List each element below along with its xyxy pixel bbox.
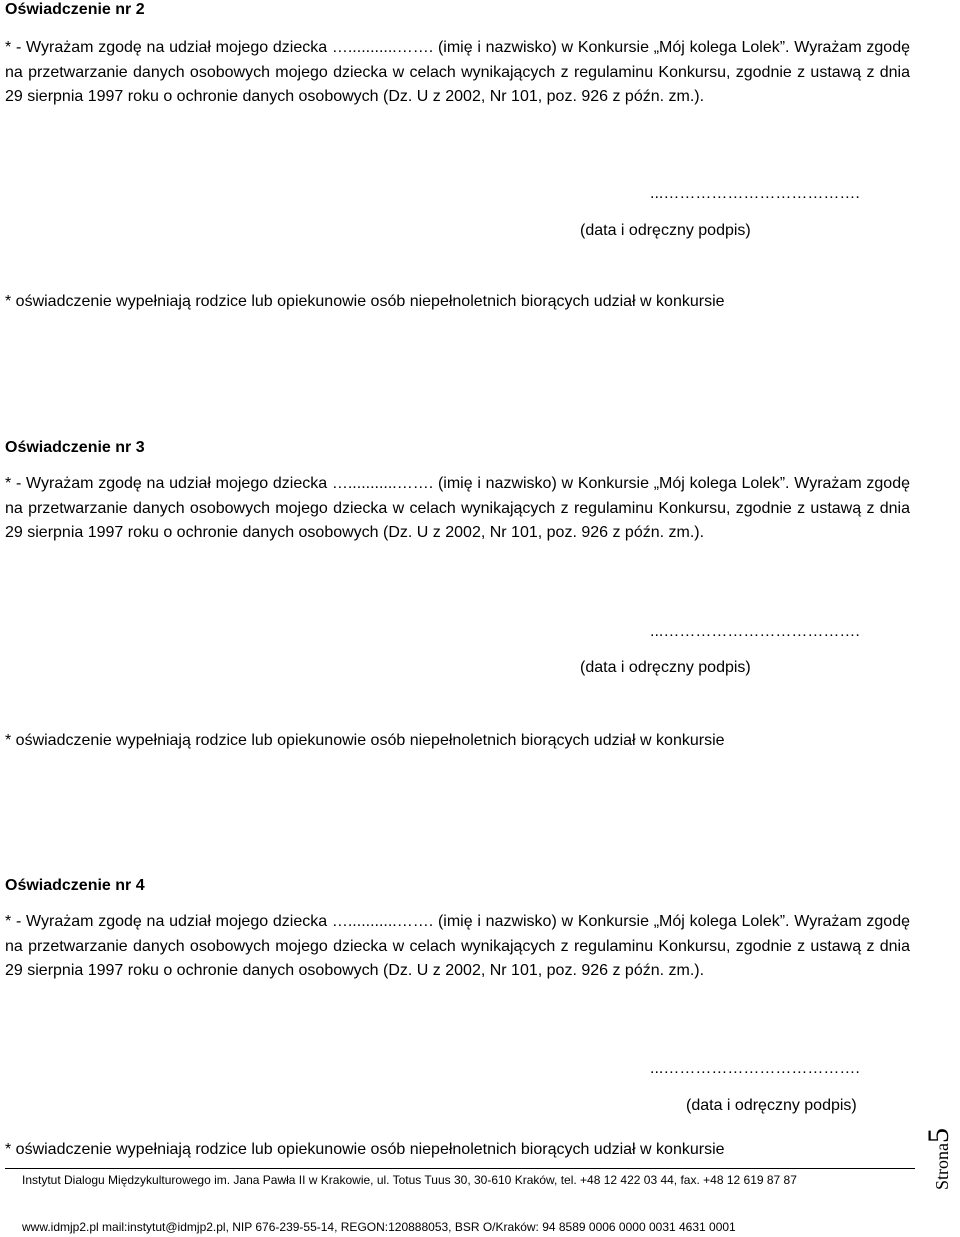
declaration-title: Oświadczenie nr 2 [5,1,145,18]
declaration-title: Oświadczenie nr 3 [5,439,145,456]
footer-divider [5,1168,915,1169]
page-number-value: 5 [922,1128,955,1143]
signature-label: (data i odręczny podpis) [580,659,751,676]
page-number-label: Strona [932,1143,952,1190]
signature-label: (data i odręczny podpis) [686,1097,857,1114]
declaration-4 [5,876,915,984]
page-number [922,1128,955,1190]
footnote: * oświadczenie wypełniają rodzice lub opiekunowie osób niepełnoletnich biorących udział w konkursie [5,293,725,310]
consent-text: * - Wyrażam zgodę na udział mojego dziecka …...........……. (imię i nazwisko) w Konkursie „Mój kolega Lolek”. Wyrażam zgodę na przetwarzanie danych osobowych mojego dziecka w celach wynikających z regulaminu Konkursu, zgodnie z ustawą z dnia 29 sierpnia 1997 roku o ochronie danych osobowych (Dz. U z 2002, Nr 101, poz. 926 z późn. zm.). [5,475,910,541]
declaration-title: Oświadczenie nr 4 [5,877,145,894]
footnote: * oświadczenie wypełniają rodzice lub opiekunowie osób niepełnoletnich biorących udział w konkursie [5,1141,725,1158]
signature-line: ...………………………………. [650,623,860,640]
declaration-2 [5,0,915,110]
signature-line: ...………………………………. [650,185,860,202]
consent-text: * - Wyrażam zgodę na udział mojego dziecka …...........……. (imię i nazwisko) w Konkursie „Mój kolega Lolek”. Wyrażam zgodę na przetwarzanie danych osobowych mojego dziecka w celach wynikających z regulaminu Konkursu, zgodnie z ustawą z dnia 29 sierpnia 1997 roku o ochronie danych osobowych (Dz. U z 2002, Nr 101, poz. 926 z późn. zm.). [5,39,910,105]
signature-label: (data i odręczny podpis) [580,222,751,239]
footer-contact: www.idmjp2.pl mail:instytut@idmjp2.pl, NIP 676-239-55-14, REGON:120888053, BSR O/Kraków: 94 8589 0006 0000 0031 4631 0001 [22,1220,736,1234]
footnote: * oświadczenie wypełniają rodzice lub opiekunowie osób niepełnoletnich biorących udział w konkursie [5,732,725,749]
consent-text: * - Wyrażam zgodę na udział mojego dziecka …...........……. (imię i nazwisko) w Konkursie „Mój kolega Lolek”. Wyrażam zgodę na przetwarzanie danych osobowych mojego dziecka w celach wynikających z regulaminu Konkursu, zgodnie z ustawą z dnia 29 sierpnia 1997 roku o ochronie danych osobowych (Dz. U z 2002, Nr 101, poz. 926 z późn. zm.). [5,913,910,979]
declaration-3 [5,438,915,546]
signature-line: ...………………………………. [650,1060,860,1077]
footer-address: Instytut Dialogu Międzykulturowego im. Jana Pawła II w Krakowie, ul. Totus Tuus 30, 30-610 Kraków, tel. +48 12 422 03 44, fax. +48 12 619 87 87 [22,1173,797,1187]
